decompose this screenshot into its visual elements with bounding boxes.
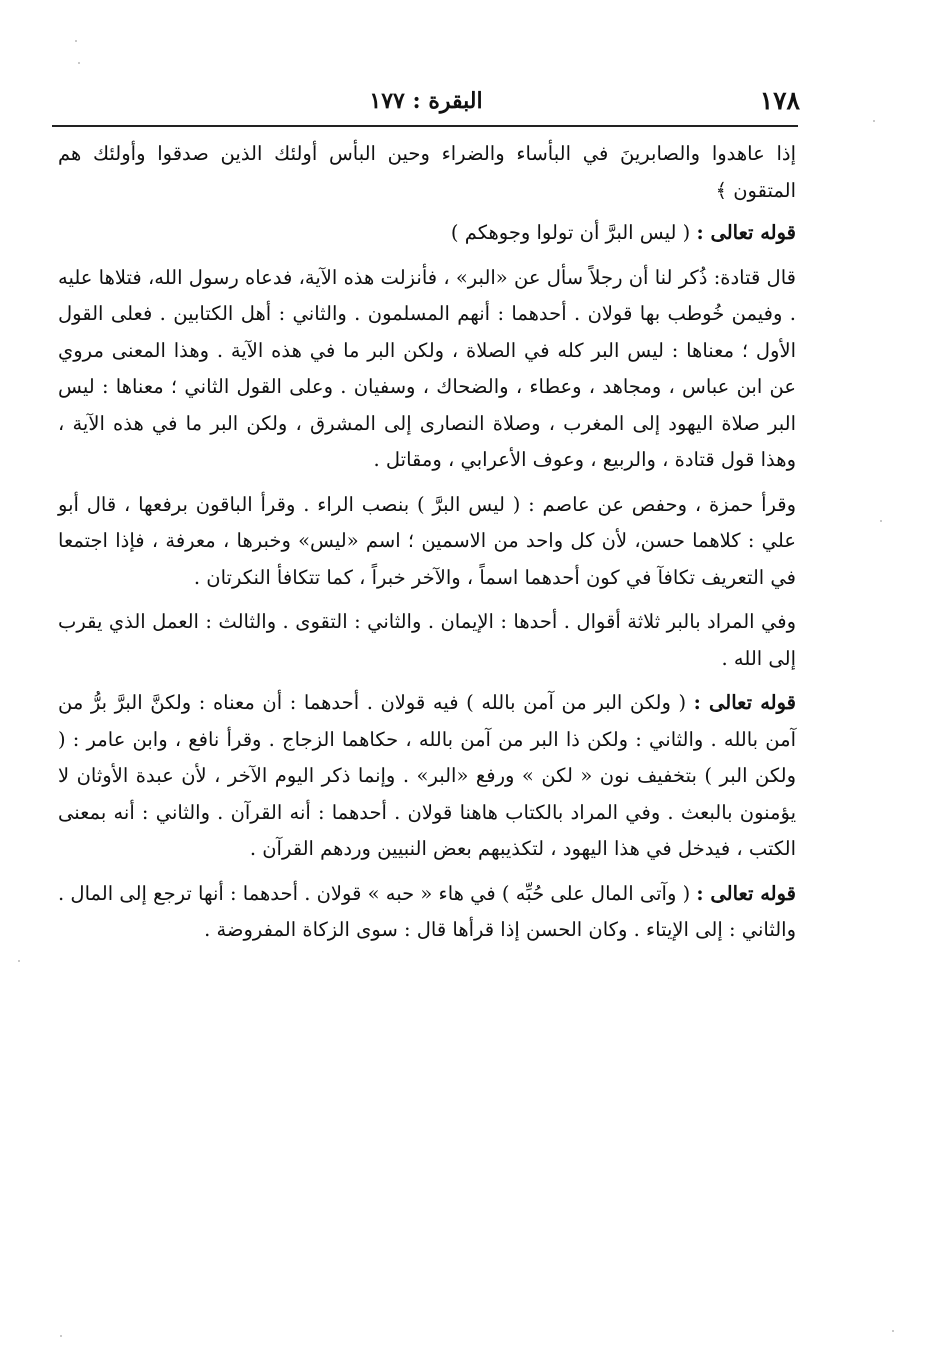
scan-speck [892,1330,894,1332]
paragraph-text: ( ولكن البر من آمن بالله ) فيه قولان . أحدهما : أن معناه : ولكنَّ البرَّ برُّ من آمن بالله . والثاني : ولكن ذا البر من آمن بالله ، حكاهما الزجاج . وقرأ نافع ، وابن عامر : ( ولكن البر ) بتخفيف نون « لكن » ورفع «البر» . وإنما ذكر اليوم الآخر ، لأن عبدة الأوثان لا يؤمنون بالبعث . وفي المراد بالكتاب هاهنا قولان . أحدهما : أنه القرآن . والثاني : أنه بمعنى الكتب ، فيدخل في هذا اليهود ، لتكذيبهم بعض النبيين وردهم القرآن . [58,691,796,860]
verse-lead: قوله تعالى : [693,691,796,714]
paragraph-text: وقرأ حمزة ، وحفص عن عاصم : ( ليس البرَّ ) بنصب الراء . وقرأ الباقون برفعها ، قال أبو علي : كلاهما حسن، لأن كل واحد من الاسمين ؛ اسم «ليس» وخبرها ، معرفة ، فإذا اجتمعا في التعريف تكافآ في كون أحدهما اسماً ، والآخر خبراً ، كما تتكافأ النكرتان . [58,492,796,589]
paragraph-text: وفي المراد بالبر ثلاثة أقوال . أحدها : الإيمان . والثاني : التقوى . والثالث : العمل الذي يقرب إلى الله . [58,610,796,670]
verse-lead: قوله تعالى : [696,881,796,905]
page-body [58,136,796,957]
paragraph-text: إذا عاهدوا والصابرينَ في البأساء والضراء وحين البأس أولئك الذين صدقوا وأولئك هم المتقون ﴾ [58,142,796,202]
commentary-paragraph [58,260,796,479]
verse-quote: ( ليس البرَّ أن تولوا وجوهكم ) [450,221,697,244]
scan-speck [880,520,882,522]
scan-speck [60,1335,62,1337]
paragraph-text: ( وآتى المال على حُبِّه ) في هاء « حبه » قولان . أحدهما : أنها ترجع إلى المال . والثاني : إلى الإيتاء . وكان الحسن إذا قرأها قال : سوى الزكاة المفروضة . [58,881,796,941]
commentary-paragraph [58,876,796,949]
commentary-paragraph [58,487,796,597]
verse-continuation [58,136,796,209]
commentary-paragraph [58,604,796,677]
running-head: البقرة : ١٧٧ [369,88,483,114]
scan-speck [18,960,20,962]
scan-speck [78,62,80,64]
scan-speck [75,40,77,42]
paragraph-text: قال قتادة: ذُكر لنا أن رجلاً سأل عن «البر» ، فأنزلت هذه الآية، فدعاه رسول الله، فتلاها عليه . وفيمن خُوطب بها قولان . أحدهما : أنهم المسلمون . والثاني : أهل الكتابين . فعلى القول الأول ؛ معناها : ليس البر كله في الصلاة ، ولكن البر ما في هذه الآية . وهذا المعنى مروي عن ابن عباس ، ومجاهد ، وعطاء ، والضحاك ، وسفيان . وعلى القول الثاني ؛ معناها : ليس البر صلاة اليهود إلى المغرب ، وصلاة النصارى إلى المشرق ، ولكن البر ما في هذه الآية ، وهذا قول قتادة ، والربيع ، وعوف الأعرابي ، ومقاتل . [58,265,796,471]
header-rule [52,125,798,127]
page-header [52,80,800,120]
commentary-heading [58,215,796,252]
scan-speck [873,120,875,122]
verse-lead: قوله تعالى : [696,221,796,244]
commentary-paragraph [58,685,796,868]
page-number: ١٧٨ [759,86,800,115]
